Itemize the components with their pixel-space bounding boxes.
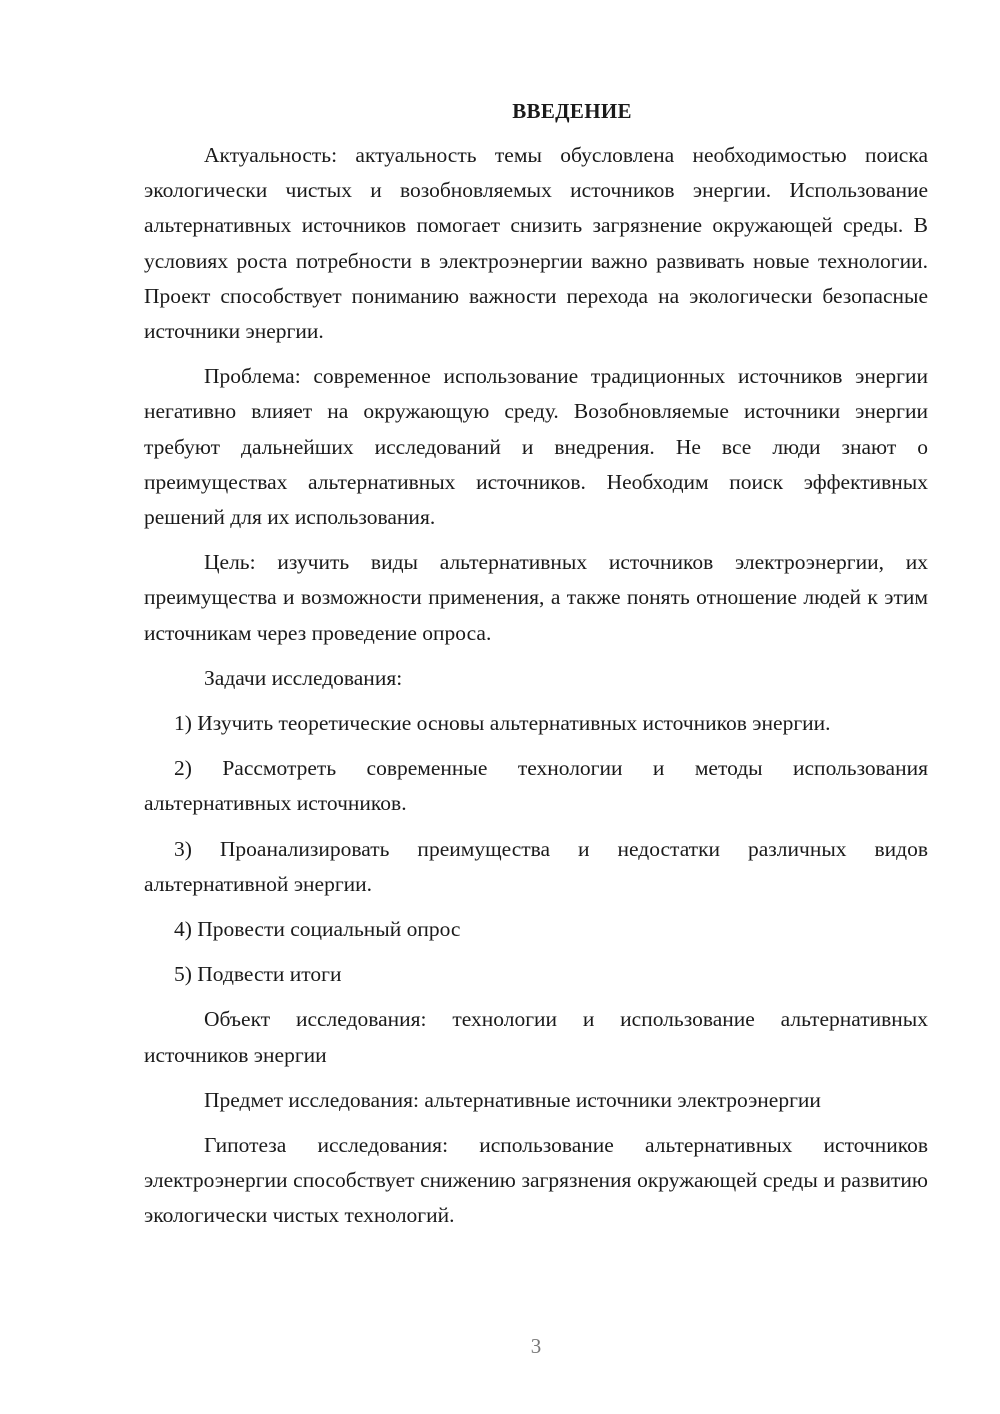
tasks-heading: Задачи исследования:	[204, 665, 403, 690]
page-title: ВВЕДЕНИЕ	[512, 99, 632, 123]
task-item-3: 3) Проанализировать преимущества и недостатки различных видов альтернативной энергии.	[144, 836, 928, 896]
task-item-4: 4) Провести социальный опрос	[174, 917, 461, 942]
paragraph-hypothesis: Гипотеза исследования: использование альтернативных источников электроэнергии способствует снижению загрязнения окружающей среды и развитию экологически чистых технологий.	[144, 1133, 928, 1228]
task-item-2: 2) Рассмотреть современные технологии и методы использования альтернативных источников.	[144, 756, 928, 816]
page-content	[144, 96, 928, 1234]
paragraph-object: Объект исследования: технологии и использование альтернативных источников энергии	[144, 1007, 928, 1067]
task-item-5: 5) Подвести итоги	[174, 962, 342, 987]
task-item-1: 1) Изучить теоретические основы альтернативных источников энергии.	[174, 711, 831, 736]
paragraph-subject: Предмет исследования: альтернативные источники электроэнергии	[204, 1087, 821, 1112]
paragraph-goal: Цель: изучить виды альтернативных источников электроэнергии, их преимущества и возможности применения, а также понять отношение людей к этим источникам через проведение опроса.	[144, 550, 928, 645]
paragraph-relevance: Актуальность: актуальность темы обусловлена необходимостью поиска экологически чистых и возобновляемых источников энергии. Использование альтернативных источников помогает снизить загрязнение окружающей среды. В условиях роста потребности в электроэнергии важно развивать новые технологии. Проект способствует пониманию важности перехода на экологически безопасные источники энергии.	[144, 143, 928, 344]
page-number: 3	[530, 1334, 542, 1358]
paragraph-problem: Проблема: современное использование традиционных источников энергии негативно влияет на окружающую среду. Возобновляемые источники энергии требуют дальнейших исследований и внедрения. Не все люди знают о преимуществах альтернативных источников. Необходим поиск эффективных решений для их использования.	[144, 364, 928, 530]
